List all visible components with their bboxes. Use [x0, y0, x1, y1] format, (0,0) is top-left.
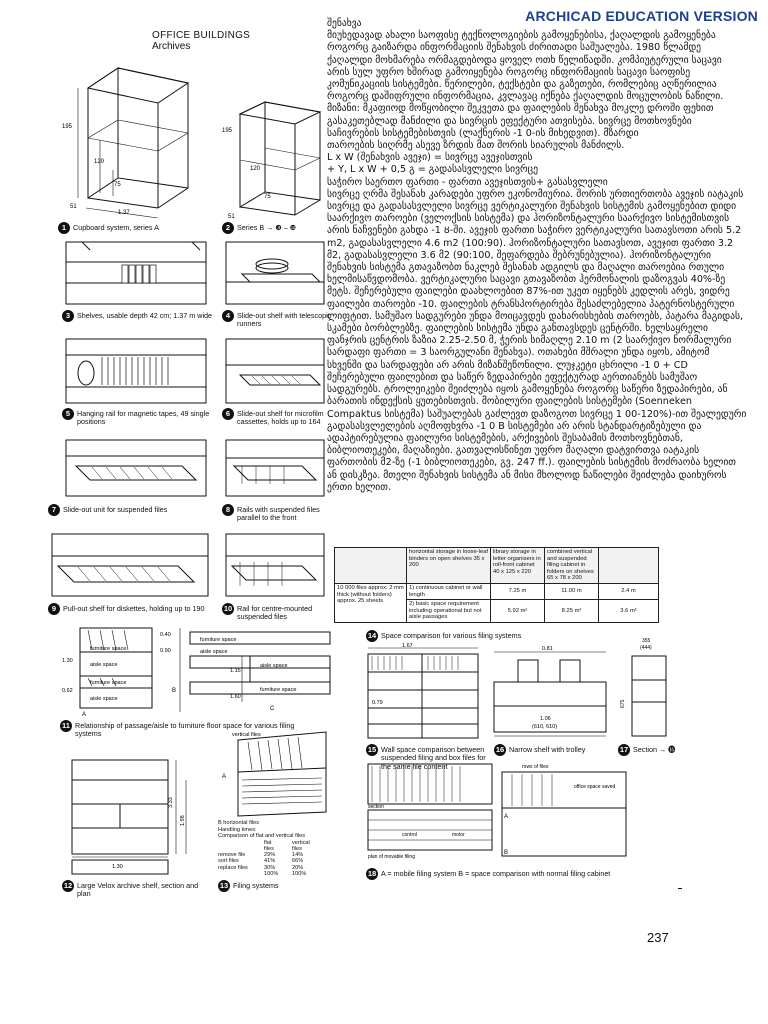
figure-suspended-unit [62, 436, 212, 500]
section-drawing [614, 636, 674, 740]
table-cell: 66% [292, 858, 304, 865]
section-subtitle: Archives [152, 41, 191, 52]
caption-fig-16 [494, 744, 614, 756]
figure-section [614, 636, 674, 740]
caption-text: A = mobile filing system B = space comparison with normal filing cabinet [381, 869, 611, 878]
paragraph: თაროების სიღრმე ასევე ზრდის მათ შორის სიარულის მანძილს. [327, 140, 625, 152]
aisle-relationship-drawing [60, 622, 350, 718]
caption-text: Rail for centre-mounted suspended files [237, 604, 313, 622]
figure-mobile-filing [362, 758, 638, 864]
label-b: B [504, 850, 509, 856]
rows-of-files-label: rows of files [522, 764, 549, 770]
caption-text: Filing systems [233, 881, 279, 890]
dim-label: (610, 610) [532, 724, 558, 730]
hanging-rail-drawing [62, 335, 212, 407]
table-cell [218, 871, 264, 877]
paragraph: შენახვა [327, 18, 362, 29]
slideout-drawing [222, 238, 328, 308]
dim-label: 0.62 [62, 688, 73, 694]
figure-series-b [220, 92, 330, 222]
dim-label: 675 [620, 699, 626, 708]
caption-fig-6 [222, 408, 342, 427]
caption-text: Shelves, usable depth 42 cm; 1.37 m wide [77, 311, 213, 320]
vertical-files-label: vertical files [232, 732, 261, 738]
fig-number: 11 [60, 720, 72, 732]
dim-label: 51 [228, 214, 235, 220]
comparison-table [334, 547, 659, 623]
table-cell: 30% [264, 864, 276, 871]
dim-label: 0.81 [542, 646, 553, 652]
caption-text: Relationship of passage/aisle to furniture floor space for various filing systems [75, 721, 295, 739]
table-cell: 14% [292, 852, 304, 859]
furniture-space-label: furniture space [90, 646, 127, 652]
caption-text: Section → ⓰ [633, 745, 676, 754]
dim-label: 1.98 [180, 815, 186, 826]
horizontal-files-label: horizontal files [223, 820, 260, 826]
section-heading [152, 30, 250, 52]
label-a: A [222, 774, 227, 780]
furniture-space-label: furniture space [90, 680, 127, 686]
fig-number: 8 [222, 504, 234, 516]
furniture-space-label: furniture space [260, 687, 297, 693]
table-cell: 100% [292, 870, 307, 877]
figure-microfilm [222, 335, 328, 407]
dim-label: 1.37 [118, 210, 130, 216]
handling-times-block [218, 820, 310, 877]
figure-centre-rail [222, 530, 328, 600]
dim-label: (444) [640, 645, 652, 651]
table-cell: vertical [292, 839, 310, 846]
caption-fig-4 [222, 310, 342, 329]
fig-number: 15 [366, 744, 378, 756]
table-row [218, 871, 310, 877]
table-cell: 10 000 files approx. 2 mm thick (without folders) approx. 25 sheets [335, 583, 407, 622]
table-cell: flat [264, 839, 272, 846]
body-text [327, 18, 747, 494]
dim-label: 195 [222, 128, 233, 134]
fig-number: 18 [366, 868, 378, 880]
caption-fig-9 [48, 603, 218, 615]
figure-filing-systems [218, 728, 334, 818]
aisle-space-label: aisle space [90, 696, 118, 702]
caption-text: Slide-out unit for suspended files [63, 505, 168, 514]
dim-label: 75 [264, 194, 271, 200]
page-number: 237 [647, 930, 669, 945]
aisle-space-label: aisle space [90, 662, 118, 668]
fig-number: 7 [48, 504, 60, 516]
table-header: horizontal storage in loose-leaf binders on open shelves 35 x 200 [407, 548, 491, 584]
fig-number: 10 [222, 603, 234, 615]
aisle-space-label: aisle space [200, 649, 228, 655]
table-cell: 1) continuous cabinet or wall length [407, 583, 491, 599]
table-cell: 2) basic space requirement including operational but not aisle passages [407, 600, 491, 623]
caption-fig-7 [48, 504, 218, 516]
caption-text: Slide-out shelf with telescopic runners [237, 311, 332, 329]
shelves-drawing [62, 238, 212, 308]
table-header: library storage in letter organisers in roll-front cabinet 40 x 125 x 220 [491, 548, 545, 584]
fig-number: 1 [58, 222, 70, 234]
table-cell: files [292, 845, 302, 852]
handling-table [218, 840, 310, 877]
figure-rails-parallel [222, 436, 328, 500]
suspended-unit-drawing [62, 436, 212, 500]
narrow-shelf-drawing [490, 642, 610, 742]
dim-label: 120 [250, 166, 261, 172]
caption-text: Hanging rail for magnetic tapes, 49 single positions [77, 409, 210, 427]
caption-fig-18 [366, 868, 686, 880]
figure-narrow-shelf [490, 642, 610, 742]
caption-text: Rails with suspended files parallel to the front [237, 505, 320, 523]
caption-text: Pull-out shelf for diskettes, holding up to 190 [63, 604, 205, 613]
caption-fig-1 [58, 222, 208, 234]
figure-cupboard-a [58, 58, 198, 218]
table-header [599, 548, 659, 584]
figure-shelves [62, 238, 212, 308]
caption-fig-13 [218, 880, 328, 892]
caption-fig-12 [62, 880, 212, 899]
section-title: OFFICE BUILDINGS [152, 30, 251, 41]
fig-number: 14 [366, 630, 378, 642]
table-header [335, 548, 407, 584]
label-b: B [172, 688, 177, 694]
fig-number: 4 [222, 310, 234, 322]
caption-fig-14 [366, 630, 626, 642]
handling-times-title: Handling times: [218, 826, 257, 833]
figure-aisle-relationship [60, 622, 350, 718]
section-label: section [368, 804, 384, 810]
dash-mark [678, 888, 682, 889]
table-cell: sort files [218, 858, 239, 865]
dim-label: 1.06 [540, 716, 551, 722]
filing-systems-drawing [218, 728, 334, 818]
dim-label: 51 [70, 204, 77, 210]
table-row [218, 865, 310, 871]
figure-diskettes [48, 530, 212, 600]
table-row [335, 548, 659, 584]
dim-label: 355 [642, 638, 651, 644]
table-cell: 20% [292, 864, 304, 871]
caption-text: Narrow shelf with trolley [509, 745, 586, 754]
caption-text: Large Velox archive shelf, section and plan [77, 881, 199, 899]
table-cell: 100% [264, 870, 279, 877]
label-b: B [218, 820, 222, 826]
paragraph: საჭირო საერთო ფართი - ფართი ავეჯისთვის+ გასასვლელი [327, 176, 608, 188]
table-header: combined vertical and suspended filing cabinet in folders on shelves 65 x 78 x 200 [545, 548, 599, 584]
fig-number: 16 [494, 744, 506, 756]
table-row [335, 583, 659, 599]
figure-slideout-telescopic [222, 238, 328, 308]
dim-label: 1.30 [112, 864, 123, 870]
dim-label: 120 [94, 159, 105, 165]
fig-number: 9 [48, 603, 60, 615]
fig-number: 17 [618, 744, 630, 756]
centre-rail-drawing [222, 530, 328, 600]
table-cell: 29% [264, 852, 276, 859]
table-cell: 41% [264, 858, 276, 865]
dim-label: 0.79 [372, 700, 383, 706]
dim-label: 195 [62, 124, 73, 130]
watermark: ARCHICAD EDUCATION VERSION [525, 8, 758, 24]
label-a: A [82, 712, 87, 718]
dim-label: 1.67 [402, 643, 413, 649]
fig-number: 13 [218, 880, 230, 892]
caption-fig-3 [62, 310, 222, 322]
office-space-saved-label: office space saved [574, 784, 616, 790]
plan-label: plan of movable filing [368, 854, 415, 860]
table-cell: replace files [218, 864, 248, 871]
microfilm-drawing [222, 335, 328, 407]
caption-text: Series B → ❸ – ❿ [237, 223, 297, 232]
caption-text: Space comparison for various filing systems [381, 631, 522, 640]
velox-shelf-drawing [62, 756, 202, 878]
caption-fig-8 [222, 504, 342, 523]
table-cell: remove file [218, 852, 246, 859]
label-a: A [504, 814, 509, 820]
caption-text: Slide-out shelf for microfilm cassettes, holds up to 164 [237, 409, 324, 427]
dim-label: 3.33 [168, 797, 174, 808]
dim-label: 75 [114, 182, 121, 188]
table-cell: 3.6 m² [599, 600, 659, 623]
paragraph: + Y, L x W + 0,5 გ = გადასასვლელი სივრცე [327, 164, 538, 176]
table-cell: 5.92 m² [491, 600, 545, 623]
motor-label: motor [452, 832, 465, 838]
table-cell: 8.25 m² [545, 600, 599, 623]
furniture-space-label: furniture space [200, 637, 237, 643]
fig-number: 5 [62, 408, 74, 420]
figure-velox-shelf [62, 756, 202, 878]
caption-fig-17 [618, 744, 698, 756]
fig-number: 2 [222, 222, 234, 234]
mobile-filing-drawing [362, 758, 638, 864]
label-c: C [270, 706, 275, 712]
dim-label: 1.60 [230, 694, 241, 700]
table-cell: files [264, 845, 274, 852]
caption-text: Wall space comparison between suspended filing and box files for the same file content [381, 745, 486, 771]
paragraph: სივრცე ღრმა შესანახ კარადები უფრო ეკონომიურია. შორის ურთიერთობა ავეჯის იატაკის სივრცე და გადასასვლელი სივრცე ვერტიკალური შენახვის სისტემის გამოყენებით დიდი საარქივო თაროები (ველოქსის სისტემა) და ჰორიზონტალური საარქივო სისტემისთვის არის ნაჩვენები გახდა -1 ȣ-ში. ავეჯის ფართი საჭირო ვერტიკალური სათავსოთი არის 5.2 m2, გადასასვლელი 4.6 m2 (100:90). ჰორიზონტალური სათავსოთ, ავეჯით ფართი 3.2 მ2, გადასასვლელი 3.6 მ2 (90:100, შეფარდება შებრუნებულია). ჰორიზონტალური შენახვის სისტემა გთავაზობთ ნაკლებ შესანახ ადგილს და მაღალი თაროებია რთული ხელმისაწვდომობა. ვერტიკალური საცავი გთავაზობთ ჰერმონალის დაზოგვას 40%-ზე მეტს. შეჩერებული ფაილები დაახლოებით 87%-ით უკეთ იყენებს კედლის არეს, ვიდრე ფაილები თაროები -10. ფაილების ტრანსპორტირება შესაძლებელია პატერნოსტერული ლიფტით. სამუშაო სადგურები უნდა მოიცავდეს დახარისხების თაროებს, პატარა მაგიდას, სკამები ბორბლებზე. ფაილების სისტემა უნდა განთავსდეს ცენტრში. ხელსაყრელი ფანჯრის ცენტრის ზაზია 2.25-2.50 მ, ჭერის სიმაღლე 2.10 m (2 საარქივო ნორმალური სარდაფი ფართი = 3 საორგულანი შენახვა). ოთახები მშრალი უნდა იყოს, ამიტომ სხვენში და სარდაფები არ არის მიზანშეწონილი. ლუჯკეტი ცხრილი -1 0 + CD შეჩერებული ფაილებით და საწერ ზედაპირები ეფექტურად აერთიანებს სამუშაო სადგურებს. ტროლეიკები შეიძლება იყოს გამოყენება როგორც საწერი ზედაპირები, ან ბარათის ინდექსის ყუთებისთვის. მობილური ფაილების სისტემები (Soenneken Compaktus სისტემა) საშუალებას გაძლევთ დაზოგოთ სივრცე 1 00-120%)-ით შეალედური გადასასვლელების აღმოფხვრა -1 0 B სისტემები არ არის სტანდარტიზებული და ადაპტირებულია ფაილური სისტემების, არქივების შესაბამის მოთხოვნებთან, ბიბლიოთეკები, მაღაზიები. გათვალისწინეთ უფრო მაღალი დატვირთვა იატაკის ფართობის მ2-ზე (-1 ბიბლიოთეკები, გვ. 247 ff.). ფაილების სისტემის მოძრაობა ხელით ან დისკზეა. მთელი შენახვის სისტემა ან მისი მხოლოდ ნაწილები შეიძლება დაიხუროს ერთი ხელით. [327, 188, 747, 493]
dim-label: 1.30 [62, 658, 73, 664]
table-cell: 11.00 m [545, 583, 599, 599]
paragraph: მიუხედავად ახალი საოფისე ტექნოლოგიების გამოყენებისა, ქაღალდის გამოყენება როგორც გაიზარდა ინფორმაციის შენახვის ძირითადი საშუალება. 1980 წლამდე ქაღალდი მოხმარება ორმაგდებოდა ყოველ ოთხ წელიწადში. კომპიუტერული საცავი არის სულ უფრო ხშირად გამოიყენება როგორც ინფორმაციის საცავი საოფისე კომუნიკაციის სისტემები. წერილები, ტექსტები და გაზეთები, რომლებიც აღწერილია როგორც დაშიფრული ინფორმაცია, კვლავაც იქნება ქაღალდის მოცულობის ნაწილი. მიზანი: მკაფიოდ მოწყობილი შეკვეთა და ფაილების შენახვა მოკლე დროში ფეხით გასაკეთებლად მანძილი და სივრცის ეფექტური ათვისება. სივრცე მოთხოვნები საჩივრების სისტემებისთვის (ლაქნერის -1 0-ის მიხედვით). მზარდი [327, 30, 724, 139]
rails-parallel-drawing [222, 436, 328, 500]
series-b-drawing [220, 92, 330, 222]
dim-label: 1.15 [230, 668, 241, 674]
paragraph: L x W (შენახვის ავეჯი) = სივრცე ავეჯისთვის [327, 152, 533, 164]
cupboard-a-drawing [58, 58, 198, 218]
control-label: control [402, 832, 418, 838]
table-cell: 7.25 m [491, 583, 545, 599]
figure-wall-space [362, 642, 488, 742]
caption-fig-2 [222, 222, 332, 234]
aisle-space-label: aisle space [260, 663, 288, 669]
comparison-title: Comparison of flat and vertical files [218, 833, 306, 840]
dim-label: 0.40 [160, 632, 171, 638]
caption-text: Cupboard system, series A [73, 223, 159, 232]
table-row [218, 858, 310, 864]
caption-fig-5 [62, 408, 222, 427]
fig-number: 6 [222, 408, 234, 420]
table-cell: 2.4 m [599, 583, 659, 599]
caption-fig-10 [222, 603, 342, 622]
dim-label: 0.90 [160, 648, 171, 654]
diskettes-drawing [48, 530, 212, 600]
wall-space-drawing [362, 642, 488, 742]
figure-hanging-rail [62, 335, 212, 407]
fig-number: 12 [62, 880, 74, 892]
fig-number: 3 [62, 310, 74, 322]
